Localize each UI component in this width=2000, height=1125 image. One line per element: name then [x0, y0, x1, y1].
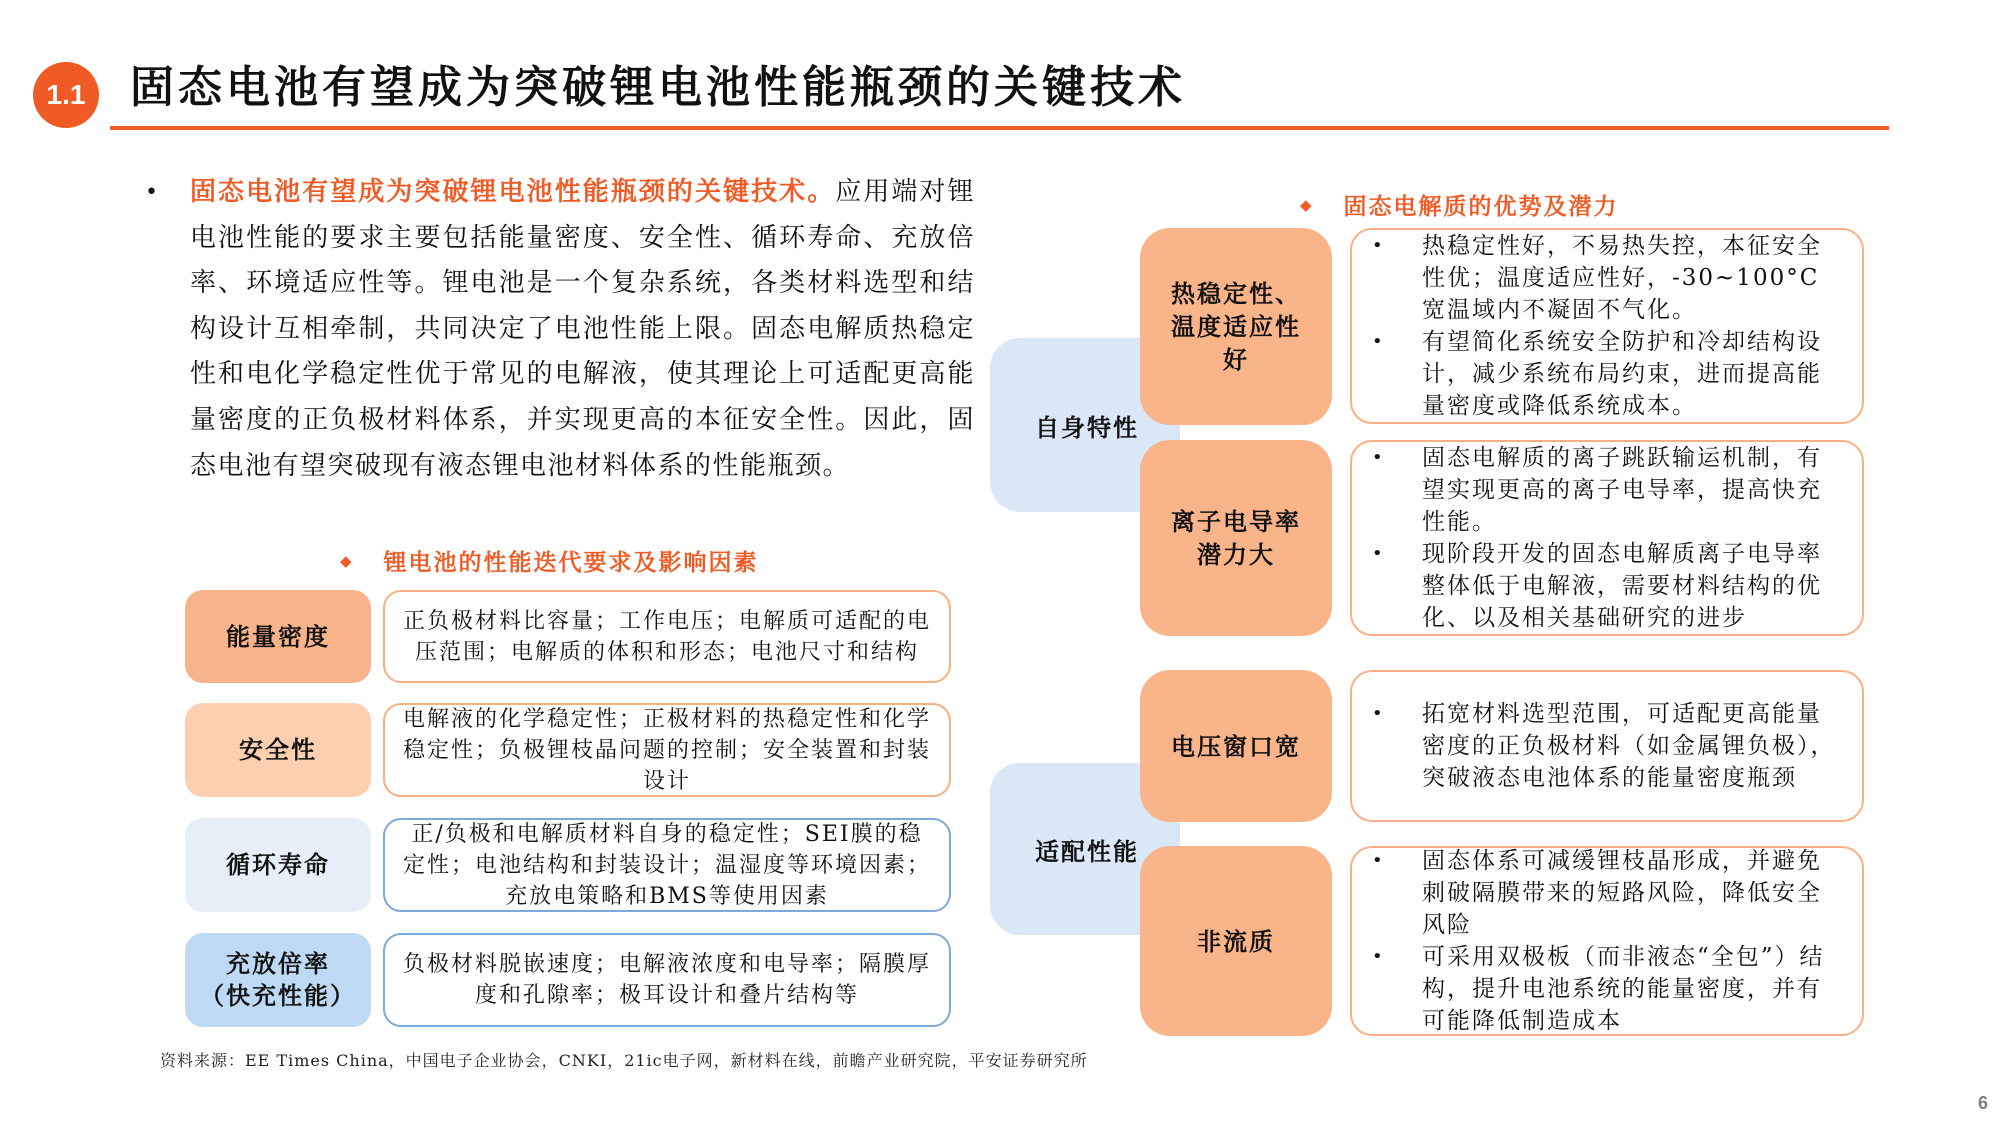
page-title: 固态电池有望成为突破锂电池性能瓶颈的关键技术: [130, 62, 1186, 113]
label-thermal-stability: [1140, 228, 1332, 425]
row-label-line-1: 充放倍率: [226, 949, 330, 978]
row-factors-charge-rate: 负极材料脱嵌速度；电解液浓度和电导率；隔膜厚度和孔隙率；极耳设计和叠片结构等: [383, 933, 951, 1027]
bullet-item: [1370, 230, 1842, 326]
label-text: 电压窗口宽: [1171, 731, 1301, 761]
label-ionic-conductivity: [1140, 440, 1332, 636]
left-panel-heading: [340, 544, 759, 577]
intro-paragraph: [145, 170, 975, 489]
label-text: 热稳定性、温度适应性好: [1171, 279, 1301, 374]
bullet-item: [1370, 845, 1842, 941]
row-label-safety: 安全性: [185, 703, 371, 797]
intro-body: 应用端对锂电池性能的要求主要包括能量密度、安全性、循环寿命、充放倍率、环境适应性等。锂电池是一个复杂系统，各类材料选型和结构设计互相牵制，共同决定了电池性能上限。固态电解质热稳定性和电化学稳定性优于常见的电解液，使其理论上可适配更高能量密度的正负极材料体系，并实现更高的本征安全性。因此，固态电池有望突破现有液态锂电池材料体系的性能瓶颈。: [190, 177, 975, 481]
title-divider: [110, 126, 1889, 130]
detail-voltage-window: [1350, 670, 1864, 822]
page-number: 6: [1978, 1093, 1989, 1113]
label-text: 离子电导率潜力大: [1171, 507, 1301, 569]
bullet-item: [1370, 326, 1842, 422]
section-number-badge: 1.1: [33, 62, 99, 128]
label-text: 非流质: [1197, 926, 1275, 956]
bullet-text: 固态体系可减缓锂枝晶形成，并避免刺破隔膜带来的短路风险，降低安全风险: [1422, 848, 1822, 938]
row-label-line-2: （快充性能）: [200, 981, 356, 1010]
bullet-text: 热稳定性好，不易热失控，本征安全性优；温度适应性好，-30~100°C宽温域内不凝固不气化。: [1422, 233, 1822, 323]
detail-ionic-conductivity: [1350, 440, 1864, 636]
bullet-item: [1370, 538, 1842, 634]
label-voltage-window: [1140, 670, 1332, 822]
row-factors-safety: 电解液的化学稳定性；正极材料的热稳定性和化学稳定性；负极锂枝晶问题的控制；安全装置和封装设计: [383, 703, 951, 797]
group-label: 自身特性: [1035, 412, 1139, 442]
detail-thermal-stability: [1350, 228, 1864, 424]
row-label-charge-rate: [185, 933, 371, 1027]
bullet-item: [1370, 941, 1842, 1037]
row-factors-cycle-life: 正/负极和电解质材料自身的稳定性；SEI膜的稳定性；电池结构和封装设计；温湿度等环境因素；充放电策略和BMS等使用因素: [383, 818, 951, 912]
right-panel-heading: [1300, 188, 1619, 221]
intro-highlight: 固态电池有望成为突破锂电池性能瓶颈的关键技术。: [190, 177, 836, 207]
bullet-text: 现阶段开发的固态电解质离子电导率整体低于电解液，需要材料结构的优化、以及相关基础研究的进步: [1422, 541, 1822, 631]
diamond-icon: ◆: [1300, 195, 1314, 214]
bullet-icon: •: [1372, 447, 1385, 468]
left-panel-heading-text: 锂电池的性能迭代要求及影响因素: [383, 549, 759, 576]
bullet-text: 可采用双极板（而非液态“全包”）结构，提升电池系统的能量密度，并有可能降低制造成本: [1422, 944, 1825, 1034]
label-non-fluid: [1140, 846, 1332, 1036]
right-panel-heading-text: 固态电解质的优势及潜力: [1343, 193, 1619, 220]
bullet-item: [1370, 698, 1842, 794]
bullet-icon: •: [1372, 235, 1385, 256]
bullet-text: 有望简化系统安全防护和冷却结构设计，减少系统布局约束，进而提高能量密度或降低系统成本。: [1422, 329, 1822, 419]
bullet-text: 固态电解质的离子跳跃输运机制，有望实现更高的离子电导率，提高快充性能。: [1422, 445, 1822, 535]
bullet-text: 拓宽材料选型范围，可适配更高能量密度的正负极材料（如金属锂负极），突破液态电池体系的能量密度瓶颈: [1422, 701, 1836, 791]
bullet-icon: •: [1372, 703, 1385, 724]
group-label: 适配性能: [1035, 836, 1139, 866]
row-factors-energy-density: 正负极材料比容量；工作电压；电解质可适配的电压范围；电解质的体积和形态；电池尺寸和结构: [383, 590, 951, 683]
detail-non-fluid: [1350, 846, 1864, 1036]
bullet-icon: •: [1372, 543, 1385, 564]
row-label-cycle-life: 循环寿命: [185, 818, 371, 912]
diamond-icon: ◆: [340, 551, 354, 570]
bullet-icon: •: [1372, 850, 1385, 871]
bullet-icon: •: [145, 180, 160, 205]
bullet-icon: •: [1372, 331, 1385, 352]
row-label-energy-density: 能量密度: [185, 590, 371, 683]
bullet-item: [1370, 442, 1842, 538]
bullet-icon: •: [1372, 946, 1385, 967]
source-note: 资料来源：EE Times China，中国电子企业协会，CNKI，21ic电子网，新材料在线，前瞻产业研究院，平安证券研究所: [160, 1051, 1088, 1070]
